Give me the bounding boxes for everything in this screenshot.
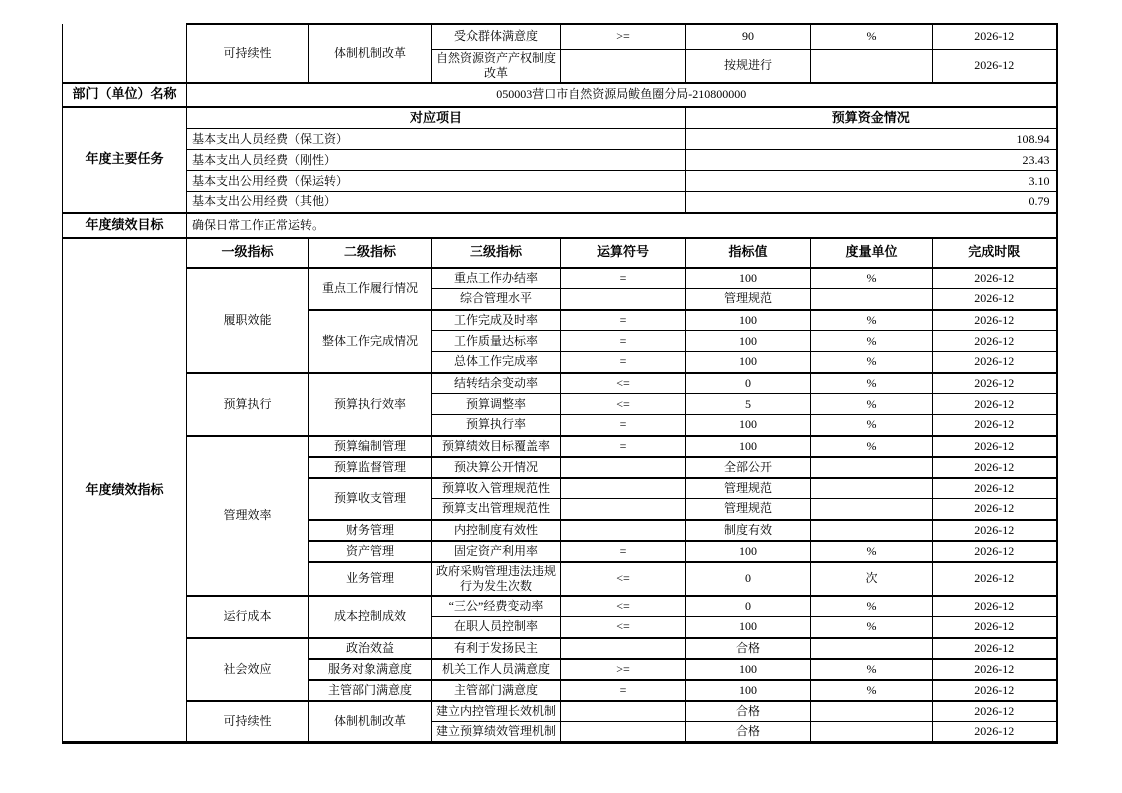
level1-cell: 可持续性	[187, 701, 309, 743]
operator-cell	[561, 49, 686, 83]
value-cell: 100	[686, 268, 811, 289]
header-level1: 一级指标	[187, 238, 309, 268]
indicator-row	[63, 436, 1057, 457]
level3-cell: 内控制度有效性	[432, 520, 561, 541]
unit-cell	[811, 478, 933, 499]
task-amount: 0.79	[686, 192, 1057, 213]
unit-cell	[811, 638, 933, 659]
operator-cell: =	[561, 310, 686, 331]
operator-cell: <=	[561, 373, 686, 394]
level3-cell: 工作质量达标率	[432, 331, 561, 352]
task-item: 基本支出人员经费（刚性）	[187, 150, 686, 171]
operator-cell	[561, 722, 686, 743]
goal-row	[63, 213, 1057, 238]
unit-cell: %	[811, 680, 933, 701]
level2-cell: 资产管理	[309, 541, 432, 562]
level3-cell: 主管部门满意度	[432, 680, 561, 701]
level2-cell: 预算收支管理	[309, 478, 432, 520]
value-cell: 0	[686, 373, 811, 394]
performance-target-table	[62, 23, 1058, 744]
value-cell: 100	[686, 680, 811, 701]
operator-cell: =	[561, 415, 686, 436]
level2-cell: 预算监督管理	[309, 457, 432, 478]
indicator-row	[63, 268, 1057, 289]
operator-cell	[561, 701, 686, 722]
deadline-cell: 2026-12	[933, 596, 1057, 617]
level3-cell: 预决算公开情况	[432, 457, 561, 478]
level3-cell: 结转结余变动率	[432, 373, 561, 394]
unit-cell	[811, 701, 933, 722]
unit-cell: %	[811, 659, 933, 680]
value-cell: 合格	[686, 722, 811, 743]
level2-cell: 体制机制改革	[309, 24, 432, 83]
level2-cell: 财务管理	[309, 520, 432, 541]
unit-cell	[811, 499, 933, 520]
value-cell: 100	[686, 436, 811, 457]
indicator-row	[63, 638, 1057, 659]
level3-cell: 固定资产利用率	[432, 541, 561, 562]
value-cell: 90	[686, 24, 811, 49]
budget-header: 预算资金情况	[686, 107, 1057, 129]
task-row	[63, 150, 1057, 171]
deadline-cell: 2026-12	[933, 49, 1057, 83]
unit-cell: %	[811, 394, 933, 415]
deadline-cell: 2026-12	[933, 331, 1057, 352]
operator-cell: =	[561, 436, 686, 457]
operator-cell: =	[561, 352, 686, 373]
value-cell: 管理规范	[686, 289, 811, 310]
deadline-cell: 2026-12	[933, 638, 1057, 659]
task-item: 基本支出公用经费（其他）	[187, 192, 686, 213]
operator-cell	[561, 289, 686, 310]
unit-cell: %	[811, 436, 933, 457]
value-cell: 5	[686, 394, 811, 415]
operator-cell: =	[561, 331, 686, 352]
deadline-cell: 2026-12	[933, 680, 1057, 701]
level3-cell: 重点工作办结率	[432, 268, 561, 289]
department-row	[63, 83, 1057, 107]
value-cell: 100	[686, 541, 811, 562]
task-item: 基本支出公用经费（保运转）	[187, 171, 686, 192]
deadline-cell: 2026-12	[933, 722, 1057, 743]
unit-cell: %	[811, 352, 933, 373]
level3-cell: 受众群体满意度	[432, 24, 561, 49]
deadline-cell: 2026-12	[933, 520, 1057, 541]
unit-cell: 次	[811, 562, 933, 596]
header-level2: 二级指标	[309, 238, 432, 268]
level2-cell: 预算编制管理	[309, 436, 432, 457]
indicator-header-row	[63, 238, 1057, 268]
value-cell: 100	[686, 331, 811, 352]
level3-cell: 在职人员控制率	[432, 617, 561, 638]
level3-cell: “三公”经费变动率	[432, 596, 561, 617]
deadline-cell: 2026-12	[933, 415, 1057, 436]
value-cell: 100	[686, 415, 811, 436]
operator-cell: <=	[561, 617, 686, 638]
header-deadline: 完成时限	[933, 238, 1057, 268]
indicator-row	[63, 701, 1057, 722]
operator-cell: <=	[561, 394, 686, 415]
goal-label: 年度绩效目标	[63, 213, 187, 238]
task-amount: 23.43	[686, 150, 1057, 171]
unit-cell: %	[811, 331, 933, 352]
deadline-cell: 2026-12	[933, 478, 1057, 499]
unit-cell	[811, 49, 933, 83]
value-cell: 100	[686, 352, 811, 373]
level3-cell: 综合管理水平	[432, 289, 561, 310]
tasks-label: 年度主要任务	[63, 107, 187, 213]
department-value: 050003营口市自然资源局鲅鱼圈分局-210800000	[187, 83, 1057, 107]
deadline-cell: 2026-12	[933, 394, 1057, 415]
header-value: 指标值	[686, 238, 811, 268]
unit-cell: %	[811, 373, 933, 394]
task-row	[63, 171, 1057, 192]
indicators-label: 年度绩效指标	[63, 238, 187, 743]
deadline-cell: 2026-12	[933, 352, 1057, 373]
unit-cell	[811, 289, 933, 310]
level3-cell: 预算执行率	[432, 415, 561, 436]
department-label: 部门（单位）名称	[63, 83, 187, 107]
value-cell: 全部公开	[686, 457, 811, 478]
level3-cell: 政府采购管理违法违规行为发生次数	[432, 562, 561, 596]
level2-cell: 政治效益	[309, 638, 432, 659]
value-cell: 管理规范	[686, 478, 811, 499]
unit-cell: %	[811, 268, 933, 289]
unit-cell	[811, 722, 933, 743]
tasks-header-row	[63, 107, 1057, 129]
unit-cell: %	[811, 24, 933, 49]
row-label-empty-cell	[63, 24, 187, 83]
task-row	[63, 129, 1057, 150]
level1-cell: 可持续性	[187, 24, 309, 83]
goal-value: 确保日常工作正常运转。	[187, 213, 1057, 238]
operator-cell: <=	[561, 596, 686, 617]
indicator-row	[63, 373, 1057, 394]
header-level3: 三级指标	[432, 238, 561, 268]
deadline-cell: 2026-12	[933, 457, 1057, 478]
value-cell: 合格	[686, 638, 811, 659]
deadline-cell: 2026-12	[933, 541, 1057, 562]
deadline-cell: 2026-12	[933, 289, 1057, 310]
level3-cell: 建立预算绩效管理机制	[432, 722, 561, 743]
operator-cell: >=	[561, 24, 686, 49]
level3-cell: 预算支出管理规范性	[432, 499, 561, 520]
level1-cell: 履职效能	[187, 268, 309, 373]
operator-cell: =	[561, 680, 686, 701]
level3-cell: 有利于发扬民主	[432, 638, 561, 659]
unit-cell: %	[811, 415, 933, 436]
level3-cell: 工作完成及时率	[432, 310, 561, 331]
level2-cell: 主管部门满意度	[309, 680, 432, 701]
value-cell: 按规进行	[686, 49, 811, 83]
value-cell: 100	[686, 659, 811, 680]
level2-cell: 业务管理	[309, 562, 432, 596]
header-unit: 度量单位	[811, 238, 933, 268]
level1-cell: 运行成本	[187, 596, 309, 638]
deadline-cell: 2026-12	[933, 499, 1057, 520]
unit-cell	[811, 520, 933, 541]
level2-cell: 整体工作完成情况	[309, 310, 432, 373]
operator-cell: >=	[561, 659, 686, 680]
level2-cell: 体制机制改革	[309, 701, 432, 743]
operator-cell: =	[561, 268, 686, 289]
level3-cell: 预算收入管理规范性	[432, 478, 561, 499]
value-cell: 100	[686, 310, 811, 331]
value-cell: 100	[686, 617, 811, 638]
task-amount: 108.94	[686, 129, 1057, 150]
level2-cell: 成本控制成效	[309, 596, 432, 638]
level1-cell: 社会效应	[187, 638, 309, 701]
level3-cell: 预算绩效目标覆盖率	[432, 436, 561, 457]
operator-cell	[561, 478, 686, 499]
value-cell: 管理规范	[686, 499, 811, 520]
deadline-cell: 2026-12	[933, 310, 1057, 331]
project-header: 对应项目	[187, 107, 686, 129]
value-cell: 制度有效	[686, 520, 811, 541]
deadline-cell: 2026-12	[933, 24, 1057, 49]
task-row	[63, 192, 1057, 213]
deadline-cell: 2026-12	[933, 701, 1057, 722]
operator-cell: =	[561, 541, 686, 562]
operator-cell	[561, 457, 686, 478]
level3-cell: 预算调整率	[432, 394, 561, 415]
level3-cell: 建立内控管理长效机制	[432, 701, 561, 722]
value-cell: 0	[686, 562, 811, 596]
deadline-cell: 2026-12	[933, 617, 1057, 638]
level3-cell: 自然资源资产产权制度改革	[432, 49, 561, 83]
unit-cell: %	[811, 617, 933, 638]
deadline-cell: 2026-12	[933, 268, 1057, 289]
deadline-cell: 2026-12	[933, 436, 1057, 457]
unit-cell	[811, 457, 933, 478]
operator-cell	[561, 520, 686, 541]
operator-cell: <=	[561, 562, 686, 596]
unit-cell: %	[811, 310, 933, 331]
unit-cell: %	[811, 541, 933, 562]
header-op: 运算符号	[561, 238, 686, 268]
deadline-cell: 2026-12	[933, 659, 1057, 680]
value-cell: 0	[686, 596, 811, 617]
deadline-cell: 2026-12	[933, 373, 1057, 394]
task-item: 基本支出人员经费（保工资）	[187, 129, 686, 150]
value-cell: 合格	[686, 701, 811, 722]
budget-performance-sheet	[62, 23, 1058, 744]
operator-cell	[561, 499, 686, 520]
unit-cell: %	[811, 596, 933, 617]
carryover-row	[63, 24, 1057, 49]
task-amount: 3.10	[686, 171, 1057, 192]
operator-cell	[561, 638, 686, 659]
level3-cell: 总体工作完成率	[432, 352, 561, 373]
level1-cell: 预算执行	[187, 373, 309, 436]
indicator-row	[63, 596, 1057, 617]
level1-cell: 管理效率	[187, 436, 309, 596]
level2-cell: 服务对象满意度	[309, 659, 432, 680]
level2-cell: 预算执行效率	[309, 373, 432, 436]
deadline-cell: 2026-12	[933, 562, 1057, 596]
level2-cell: 重点工作履行情况	[309, 268, 432, 310]
level3-cell: 机关工作人员满意度	[432, 659, 561, 680]
